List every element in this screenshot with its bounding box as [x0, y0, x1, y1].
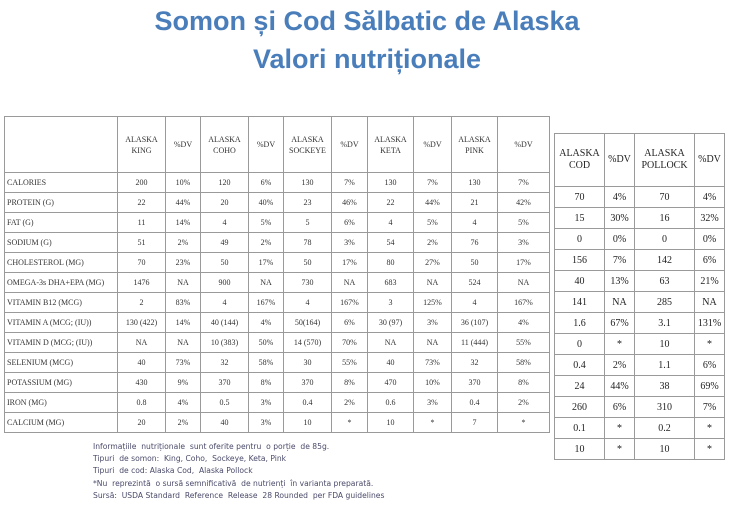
table-cell: 24 [555, 376, 605, 397]
table-cell: 7% [414, 173, 452, 193]
table-cell: 10 [635, 334, 695, 355]
table-row [555, 250, 725, 271]
table-cell: * [695, 418, 725, 439]
nutrient-label: IRON (MG) [5, 393, 118, 413]
table-cell: NA [332, 273, 368, 293]
cod-nutrition-table [554, 133, 725, 460]
table-cell: * [605, 439, 635, 460]
footnote-line: *Nu reprezintă o sursă semnificativă de nutrienți în varianta preparată. [93, 478, 374, 488]
table-cell: 167% [498, 293, 550, 313]
footnote-line: Tipuri de cod: Alaska Cod, Alaska Pollock [93, 466, 253, 476]
footnote-line: Sursă: USDA Standard Reference Release 28 Rounded per FDA guidelines [93, 490, 385, 500]
table-row [5, 173, 550, 193]
table-row [5, 273, 550, 293]
table-row [5, 293, 550, 313]
table-cell: 3 [368, 293, 414, 313]
table-cell: 130 [368, 173, 414, 193]
table-cell: 21% [695, 271, 725, 292]
table-cell: 131% [695, 313, 725, 334]
table-cell: 0.1 [555, 418, 605, 439]
table-cell: 70 [635, 187, 695, 208]
table-row [555, 355, 725, 376]
table-header-row [555, 134, 725, 187]
table-cell: NA [249, 273, 284, 293]
table-cell: 44% [605, 376, 635, 397]
table-cell: NA [498, 273, 550, 293]
nutrient-label: CHOLESTEROL (MG) [5, 253, 118, 273]
table-cell: * [695, 334, 725, 355]
nutrient-label: SODIUM (G) [5, 233, 118, 253]
table-row [5, 373, 550, 393]
table-cell: 54 [368, 233, 414, 253]
table-row [5, 253, 550, 273]
table-cell: 285 [635, 292, 695, 313]
table-cell: 11 [118, 213, 166, 233]
table-cell: 1476 [118, 273, 166, 293]
table-cell: 23 [284, 193, 332, 213]
table-cell: 32 [201, 353, 249, 373]
table-cell: 4 [284, 293, 332, 313]
table-cell: 10% [166, 173, 201, 193]
column-header: ALASKA KING [118, 117, 166, 173]
table-cell: 3% [249, 393, 284, 413]
table-row [555, 313, 725, 334]
table-cell: 17% [332, 253, 368, 273]
table-cell: * [498, 413, 550, 433]
footnote-line: Tipuri de somon: King, Coho, Sockeye, Keta, Pink [93, 454, 287, 464]
table-cell: 40% [249, 193, 284, 213]
footnotes [93, 441, 384, 502]
table-cell: 51 [118, 233, 166, 253]
table-cell: NA [605, 292, 635, 313]
table-cell: 55% [332, 353, 368, 373]
table-row [5, 313, 550, 333]
column-header: %DV [249, 117, 284, 173]
table-cell: 2% [605, 355, 635, 376]
table-cell: 10 (383) [201, 333, 249, 353]
table-cell: 27% [414, 253, 452, 273]
table-cell: 683 [368, 273, 414, 293]
table-row [555, 397, 725, 418]
table-cell: 167% [332, 293, 368, 313]
table-cell: NA [118, 333, 166, 353]
nutrient-label: FAT (G) [5, 213, 118, 233]
table-cell: 55% [498, 333, 550, 353]
table-cell: 4% [498, 313, 550, 333]
table-cell: 0.4 [452, 393, 498, 413]
table-cell: 44% [166, 193, 201, 213]
column-header: ALASKA COHO [201, 117, 249, 173]
table-cell: 30 (97) [368, 313, 414, 333]
table-cell: 370 [452, 373, 498, 393]
table-cell: 2% [166, 233, 201, 253]
table-cell: 50(164) [284, 313, 332, 333]
table-row [555, 334, 725, 355]
table-cell: 1.1 [635, 355, 695, 376]
column-header: %DV [605, 134, 635, 187]
table-row [555, 418, 725, 439]
column-header: ALASKA KETA [368, 117, 414, 173]
table-cell: 5% [249, 213, 284, 233]
table-cell: 7 [452, 413, 498, 433]
table-cell: 70 [555, 187, 605, 208]
table-cell: 73% [414, 353, 452, 373]
table-cell: 10 [368, 413, 414, 433]
table-cell: 2% [332, 393, 368, 413]
table-cell: 32 [452, 353, 498, 373]
table-cell: 4% [605, 187, 635, 208]
column-header: ALASKA COD [555, 134, 605, 187]
table-cell: 14% [166, 313, 201, 333]
table-cell: NA [166, 273, 201, 293]
table-cell: NA [695, 292, 725, 313]
table-cell: NA [166, 333, 201, 353]
table-cell: 36 (107) [452, 313, 498, 333]
footnote-line: Informațiile nutriționale sunt oferite pentru o porție de 85g. [93, 442, 330, 451]
table-cell: 30 [284, 353, 332, 373]
table-row [555, 376, 725, 397]
table-row [555, 229, 725, 250]
table-cell: 8% [249, 373, 284, 393]
nutrient-label: CALCIUM (MG) [5, 413, 118, 433]
table-cell: 17% [498, 253, 550, 273]
table-cell: 1.6 [555, 313, 605, 334]
table-cell: 0.6 [368, 393, 414, 413]
table-cell: 50 [284, 253, 332, 273]
table-cell: 50 [452, 253, 498, 273]
table-cell: 2% [498, 393, 550, 413]
table-cell: 50 [201, 253, 249, 273]
table-cell: 4 [368, 213, 414, 233]
table-cell: * [332, 413, 368, 433]
table-row [5, 353, 550, 373]
table-cell: 44% [414, 193, 452, 213]
table-cell: 120 [201, 173, 249, 193]
table-cell: 370 [284, 373, 332, 393]
table-cell: 21 [452, 193, 498, 213]
table-cell: 730 [284, 273, 332, 293]
table-cell: 3% [332, 233, 368, 253]
table-row [5, 333, 550, 353]
table-cell: 6% [695, 355, 725, 376]
table-cell: 430 [118, 373, 166, 393]
table-cell: 8% [332, 373, 368, 393]
table-cell: 40 [368, 353, 414, 373]
table-cell: 78 [284, 233, 332, 253]
table-cell: NA [368, 333, 414, 353]
table-row [5, 193, 550, 213]
salmon-nutrition-table [4, 116, 550, 433]
table-cell: 156 [555, 250, 605, 271]
table-row [5, 213, 550, 233]
nutrient-label: VITAMIN B12 (MCG) [5, 293, 118, 313]
table-cell: 5% [498, 213, 550, 233]
table-cell: 7% [695, 397, 725, 418]
table-cell: 2% [414, 233, 452, 253]
table-cell: 30% [605, 208, 635, 229]
table-cell: NA [414, 333, 452, 353]
table-cell: 370 [201, 373, 249, 393]
column-header: %DV [332, 117, 368, 173]
column-header [5, 117, 118, 173]
table-cell: 63 [635, 271, 695, 292]
table-cell: 40 [201, 413, 249, 433]
column-header: ALASKA PINK [452, 117, 498, 173]
table-row [555, 271, 725, 292]
table-cell: 40 (144) [201, 313, 249, 333]
table-cell: 2% [249, 233, 284, 253]
table-cell: 38 [635, 376, 695, 397]
table-cell: 40 [118, 353, 166, 373]
table-cell: 32% [695, 208, 725, 229]
table-cell: 40 [555, 271, 605, 292]
table-cell: 524 [452, 273, 498, 293]
table-cell: 22 [118, 193, 166, 213]
table-cell: 15 [555, 208, 605, 229]
table-cell: 73% [166, 353, 201, 373]
table-cell: * [414, 413, 452, 433]
table-cell: 4% [695, 187, 725, 208]
table-cell: 4 [452, 293, 498, 313]
table-cell: 0.4 [284, 393, 332, 413]
table-cell: 5% [414, 213, 452, 233]
column-header: ALASKA SOCKEYE [284, 117, 332, 173]
table-cell: 4 [452, 213, 498, 233]
table-cell: 142 [635, 250, 695, 271]
table-cell: 80 [368, 253, 414, 273]
table-row [555, 208, 725, 229]
table-cell: 130 [452, 173, 498, 193]
table-cell: 7% [498, 173, 550, 193]
table-cell: 8% [498, 373, 550, 393]
table-cell: 6% [695, 250, 725, 271]
table-header-row [5, 117, 550, 173]
nutrient-label: PROTEIN (G) [5, 193, 118, 213]
table-cell: 58% [498, 353, 550, 373]
page-title: Somon și Cod Sălbatic de Alaska [154, 6, 580, 36]
table-cell: 141 [555, 292, 605, 313]
table-cell: 50% [249, 333, 284, 353]
table-cell: 3.1 [635, 313, 695, 334]
table-cell: 310 [635, 397, 695, 418]
column-header: %DV [166, 117, 201, 173]
table-cell: 4 [201, 213, 249, 233]
table-row [555, 439, 725, 460]
table-cell: 23% [166, 253, 201, 273]
table-row [5, 413, 550, 433]
table-cell: * [605, 334, 635, 355]
table-cell: 6% [605, 397, 635, 418]
table-cell: 7% [332, 173, 368, 193]
table-cell: * [695, 439, 725, 460]
table-cell: 83% [166, 293, 201, 313]
table-cell: 13% [605, 271, 635, 292]
table-cell: 5 [284, 213, 332, 233]
table-row [5, 233, 550, 253]
table-cell: 167% [249, 293, 284, 313]
table-cell: 4% [249, 313, 284, 333]
table-cell: 0.5 [201, 393, 249, 413]
table-cell: 0 [555, 229, 605, 250]
table-cell: 17% [249, 253, 284, 273]
table-cell: 70% [332, 333, 368, 353]
table-cell: 6% [332, 313, 368, 333]
column-header: %DV [498, 117, 550, 173]
table-cell: 42% [498, 193, 550, 213]
table-cell: 3% [498, 233, 550, 253]
nutrient-label: POTASSIUM (MG) [5, 373, 118, 393]
table-cell: 3% [414, 393, 452, 413]
nutrient-label: VITAMIN D (MCG; (IU)) [5, 333, 118, 353]
table-cell: 10 [284, 413, 332, 433]
table-cell: 20 [201, 193, 249, 213]
table-cell: 0 [555, 334, 605, 355]
table-cell: 2% [166, 413, 201, 433]
table-cell: 70 [118, 253, 166, 273]
table-cell: 0.8 [118, 393, 166, 413]
table-cell: 11 (444) [452, 333, 498, 353]
table-cell: 10 [555, 439, 605, 460]
table-cell: 7% [605, 250, 635, 271]
table-cell: 3% [249, 413, 284, 433]
table-cell: 49 [201, 233, 249, 253]
table-cell: 14 (570) [284, 333, 332, 353]
nutrient-label: SELENIUM (MCG) [5, 353, 118, 373]
table-row [555, 292, 725, 313]
table-cell: 0 [635, 229, 695, 250]
table-cell: 10 [635, 439, 695, 460]
table-cell: 130 (422) [118, 313, 166, 333]
table-cell: 0% [605, 229, 635, 250]
nutrient-label: VITAMIN A (MCG; (IU)) [5, 313, 118, 333]
table-cell: 3% [414, 313, 452, 333]
nutrient-label: CALORIES [5, 173, 118, 193]
table-cell: 76 [452, 233, 498, 253]
table-cell: 0.4 [555, 355, 605, 376]
nutrient-label: OMEGA-3s DHA+EPA (MG) [5, 273, 118, 293]
table-cell: 58% [249, 353, 284, 373]
table-cell: 46% [332, 193, 368, 213]
table-cell: 125% [414, 293, 452, 313]
table-cell: 4% [166, 393, 201, 413]
column-header: %DV [414, 117, 452, 173]
table-row [555, 187, 725, 208]
table-cell: 6% [332, 213, 368, 233]
table-cell: 260 [555, 397, 605, 418]
page-subtitle: Valori nutriționale [252, 44, 482, 74]
table-cell: 16 [635, 208, 695, 229]
table-cell: 200 [118, 173, 166, 193]
table-cell: 14% [166, 213, 201, 233]
table-cell: 4 [201, 293, 249, 313]
table-cell: * [605, 418, 635, 439]
table-cell: NA [414, 273, 452, 293]
table-cell: 69% [695, 376, 725, 397]
column-header: %DV [695, 134, 725, 187]
table-cell: 22 [368, 193, 414, 213]
table-cell: 67% [605, 313, 635, 334]
table-cell: 0.2 [635, 418, 695, 439]
table-cell: 0% [695, 229, 725, 250]
table-cell: 900 [201, 273, 249, 293]
column-header: ALASKA POLLOCK [635, 134, 695, 187]
table-row [5, 393, 550, 413]
table-cell: 20 [118, 413, 166, 433]
table-cell: 9% [166, 373, 201, 393]
table-cell: 10% [414, 373, 452, 393]
table-cell: 2 [118, 293, 166, 313]
table-cell: 6% [249, 173, 284, 193]
table-cell: 470 [368, 373, 414, 393]
table-cell: 130 [284, 173, 332, 193]
